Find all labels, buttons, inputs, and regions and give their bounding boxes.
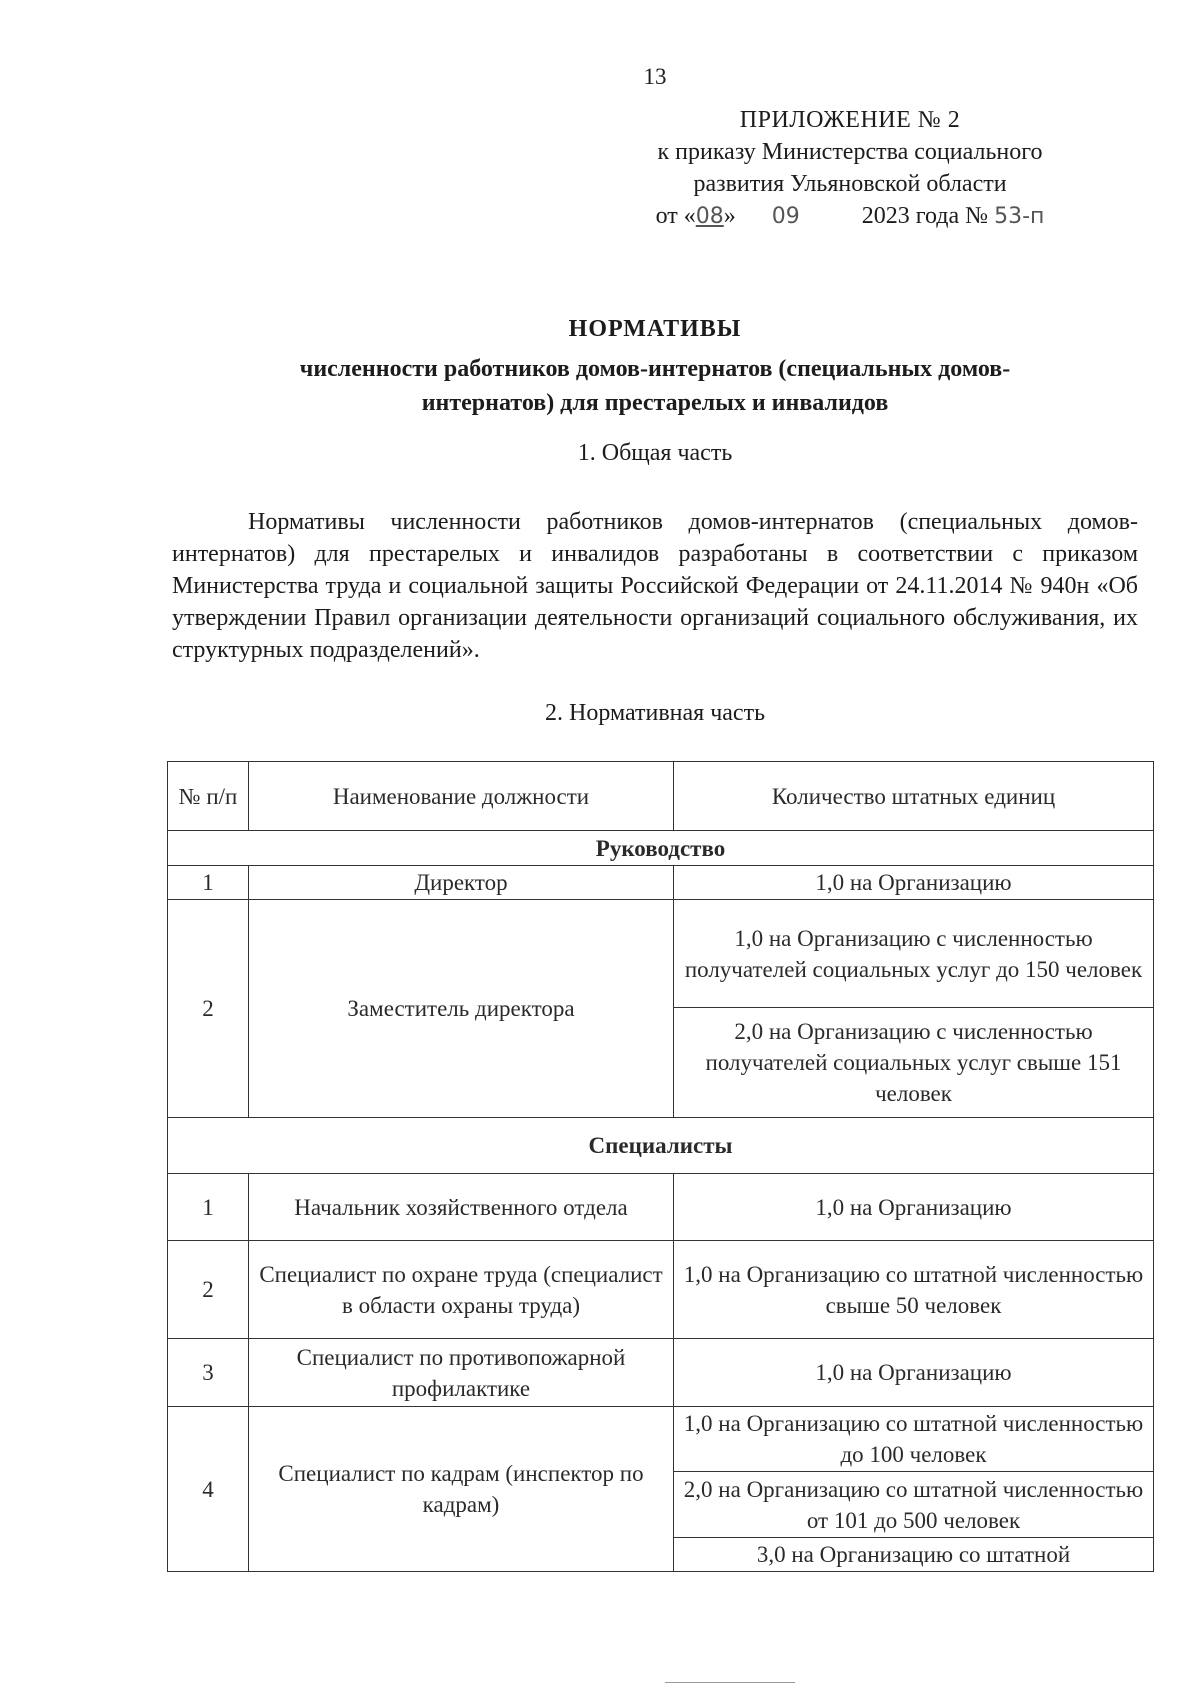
document-subtitle [150, 352, 1160, 420]
appendix-title: ПРИЛОЖЕНИЕ № 2 [739, 107, 961, 133]
table-row [168, 1241, 1154, 1339]
row-position: Специалист по противопожарной профилактике [249, 1339, 674, 1407]
row-position: Директор [249, 866, 674, 900]
row-num: 4 [168, 1407, 249, 1572]
row-num: 1 [168, 866, 249, 900]
group-row-management [168, 831, 1154, 866]
section-1-title: 1. Общая часть [577, 440, 733, 466]
row-position: Специалист по охране труда (специалист в области охраны труда) [249, 1241, 674, 1339]
row-units: 1,0 на Организацию со штатной численностью до 100 человек [674, 1407, 1154, 1472]
appendix-line-2: развития Ульяновской области [693, 171, 1007, 197]
row-units: 1,0 на Организацию [674, 1174, 1154, 1241]
row-units: 1,0 на Организацию [674, 1339, 1154, 1407]
page-number: 13 [643, 64, 667, 89]
subtitle-line-1: численности работников домов-интернатов (специальных домов- [299, 356, 1011, 382]
row-units: 1,0 на Организацию со штатной численностью свыше 50 человек [674, 1241, 1154, 1339]
row-num: 3 [168, 1339, 249, 1407]
date-year-text: 2023 года № [861, 203, 989, 229]
table-row [168, 1174, 1154, 1241]
table-row [168, 866, 1154, 900]
table-row [168, 900, 1154, 1008]
section-2-title: 2. Нормативная часть [544, 700, 766, 726]
appendix-block [600, 104, 1100, 233]
row-units: 3,0 на Организацию со штатной [674, 1538, 1154, 1572]
date-prefix: от « [655, 203, 696, 229]
appendix-date-line [600, 200, 1100, 233]
row-units: 1,0 на Организацию с численностью получателей социальных услуг до 150 человек [674, 900, 1154, 1008]
row-units: 1,0 на Организацию [674, 866, 1154, 900]
table-row [168, 1339, 1154, 1407]
row-num: 2 [168, 900, 249, 1118]
group-title: Специалисты [168, 1118, 1154, 1174]
appendix-line-1: к приказу Министерства социального [657, 139, 1043, 165]
norms-table [167, 761, 1154, 1572]
date-mid: » [723, 203, 736, 229]
row-position: Начальник хозяйственного отдела [249, 1174, 674, 1241]
row-units: 2,0 на Организацию со штатной численностью от 101 до 500 человек [674, 1472, 1154, 1538]
group-row-specialists [168, 1118, 1154, 1174]
section-1-paragraph: Нормативы численности работников домов-интернатов (специальных домов-интернатов) для престарелых и инвалидов разработаны в соответствии с приказом Министерства труда и социальной защиты Российской Федерации от 24.11.2014 № 940н «Об утверждении Правил организации деятельности организаций социального обслуживания, их структурных подразделений». [172, 509, 1138, 663]
header-num: № п/п [168, 762, 249, 831]
handwritten-month: 09 [771, 204, 800, 229]
row-num: 2 [168, 1241, 249, 1339]
subtitle-line-2: интернатов) для престарелых и инвалидов [421, 390, 889, 416]
row-position: Заместитель директора [249, 900, 674, 1118]
handwritten-order-number: 53-п [994, 204, 1045, 229]
table-row [168, 1407, 1154, 1472]
footer-rule [665, 1682, 795, 1683]
header-position: Наименование должности [249, 762, 674, 831]
handwritten-day: 08 [695, 204, 724, 229]
row-units: 2,0 на Организацию с численностью получателей социальных услуг свыше 151 человек [674, 1008, 1154, 1118]
row-num: 1 [168, 1174, 249, 1241]
table-header-row [168, 762, 1154, 831]
group-title: Руководство [168, 831, 1154, 866]
header-units: Количество штатных единиц [674, 762, 1154, 831]
row-position: Специалист по кадрам (инспектор по кадрам) [249, 1407, 674, 1572]
document-title: НОРМАТИВЫ [568, 316, 742, 342]
